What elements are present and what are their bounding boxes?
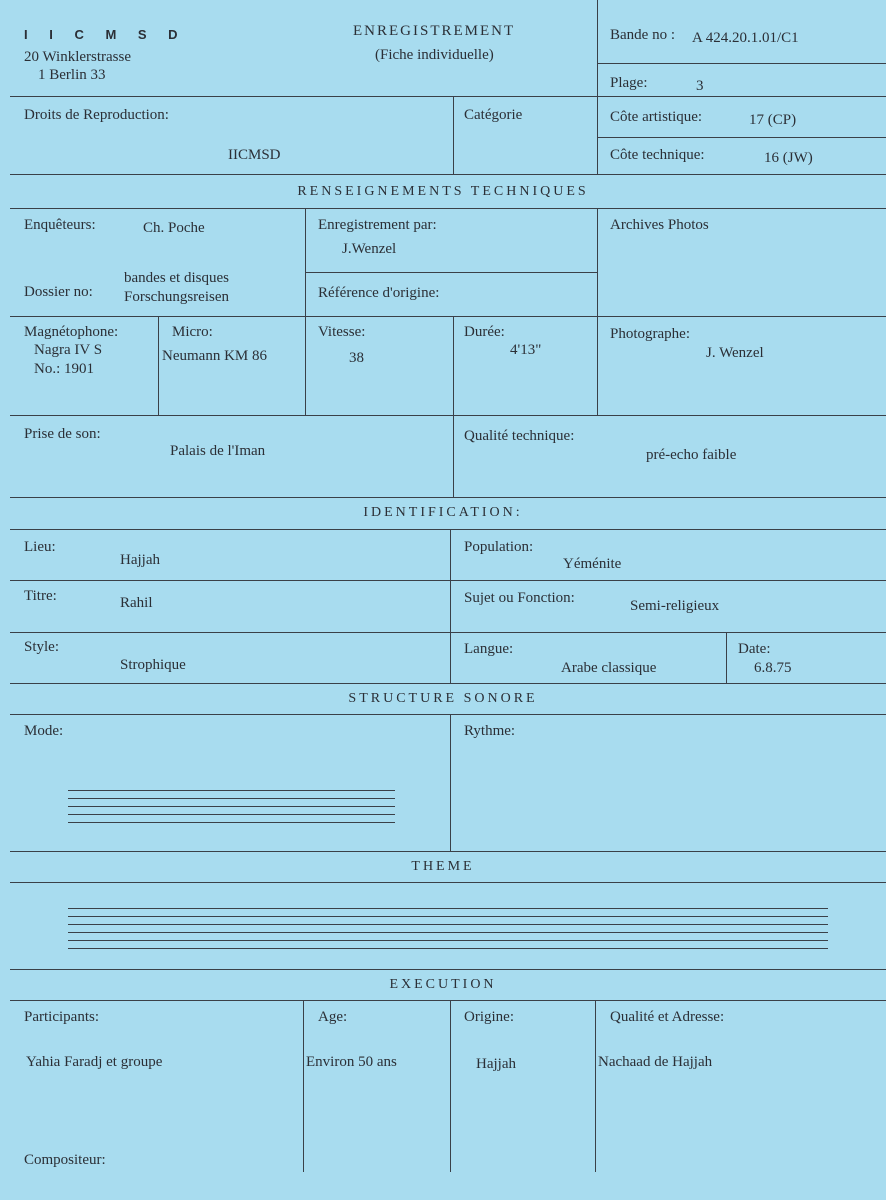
photographe-value: J. Wenzel (706, 345, 764, 361)
titre-label: Titre: (24, 588, 57, 604)
lieu-bottom (10, 580, 886, 581)
population-value: Yéménite (563, 556, 622, 572)
mode-label: Mode: (24, 723, 64, 739)
magnetophone-no: No.: 1901 (34, 361, 94, 377)
section-title-structure: STRUCTURE SONORE (348, 691, 538, 706)
enqueteurs-label: Enquêteurs: (24, 217, 96, 233)
ident-center-divider (450, 529, 451, 683)
titre-value: Rahil (120, 595, 153, 611)
categorie-divider (453, 97, 454, 174)
mode-staff-line (68, 798, 395, 799)
theme-bottom-rule (10, 969, 886, 970)
date-value: 6.8.75 (754, 660, 792, 676)
archives-label: Archives Photos (610, 217, 709, 233)
droits-value: IICMSD (228, 147, 281, 163)
enregistrement-label: Enregistrement par: (318, 217, 437, 233)
lieu-label: Lieu: (24, 539, 56, 555)
langue-value: Arabe classique (561, 660, 657, 676)
mode-staff-line (68, 790, 395, 791)
theme-staff-line (68, 940, 828, 941)
photographe-label: Photographe: (610, 326, 690, 342)
institute-logo: I I C M S D (24, 27, 187, 42)
lieu-value: Hajjah (120, 552, 160, 568)
form-subtitle: (Fiche individuelle) (375, 47, 494, 63)
langue-label: Langue: (464, 641, 514, 657)
tech-row2-bottom (10, 415, 886, 416)
duree-label: Durée: (464, 324, 505, 340)
plage-label: Plage: (610, 75, 648, 91)
vitesse-divider (305, 316, 306, 415)
prise-label: Prise de son: (24, 426, 101, 442)
date-divider (726, 632, 727, 683)
micro-divider (158, 316, 159, 415)
dossier-label: Dossier no: (24, 284, 93, 300)
origine-label: Origine: (464, 1009, 514, 1025)
archives-divider (597, 208, 598, 316)
tech-title-rule (10, 208, 886, 209)
mode-staff-line (68, 814, 395, 815)
structure-title-rule (10, 714, 886, 715)
qualite-adresse-label: Qualité et Adresse: (610, 1009, 725, 1025)
bande-value: A 424.20.1.01/C1 (692, 30, 799, 46)
tech-bottom-rule (10, 497, 886, 498)
dossier-value-1: bandes et disques (124, 270, 229, 286)
rights-bottom-rule (10, 174, 886, 175)
origine-value: Hajjah (476, 1056, 516, 1072)
theme-title-rule (10, 882, 886, 883)
structure-bottom-rule (10, 851, 886, 852)
section-title-identification: IDENTIFICATION: (363, 505, 523, 520)
ident-bottom-rule (10, 683, 886, 684)
micro-value: Neumann KM 86 (162, 348, 267, 364)
age-label: Age: (318, 1009, 348, 1025)
cote-technique-label: Côte technique: (610, 147, 705, 163)
titre-bottom (10, 632, 886, 633)
ident-title-rule (10, 529, 886, 530)
header-bottom-rule (10, 96, 886, 97)
bande-label: Bande no : (610, 27, 675, 43)
theme-staff-line (68, 932, 828, 933)
theme-staff-line (68, 948, 828, 949)
plage-value: 3 (696, 78, 704, 94)
age-value: Environ 50 ans (306, 1054, 397, 1070)
enqueteurs-divider (305, 208, 306, 316)
theme-staff-line (68, 908, 828, 909)
micro-label: Micro: (172, 324, 213, 340)
rythme-label: Rythme: (464, 723, 516, 739)
cote-technique-value: 16 (JW) (764, 150, 813, 166)
duree-value: 4'13" (510, 342, 542, 358)
section-title-technical: RENSEIGNEMENTS TECHNIQUES (297, 184, 589, 199)
form-title: ENREGISTREMENT (353, 23, 516, 39)
magnetophone-value: Nagra IV S (34, 342, 103, 358)
prise-value: Palais de l'Iman (170, 443, 266, 459)
theme-staff-line (68, 924, 828, 925)
vitesse-value: 38 (349, 350, 364, 366)
tech-row1-bottom (10, 316, 886, 317)
vitesse-label: Vitesse: (318, 324, 366, 340)
sujet-value: Semi-religieux (630, 598, 720, 614)
section-title-execution: EXECUTION (389, 977, 497, 992)
categorie-label: Catégorie (464, 107, 523, 123)
style-label: Style: (24, 639, 60, 655)
adresse-divider (595, 1000, 596, 1172)
mode-staff-line (68, 806, 395, 807)
sujet-label: Sujet ou Fonction: (464, 590, 575, 606)
date-label: Date: (738, 641, 771, 657)
reference-label: Référence d'origine: (318, 285, 440, 301)
population-label: Population: (464, 539, 534, 555)
qualite-divider (453, 415, 454, 497)
age-divider (303, 1000, 304, 1172)
enqueteurs-value: Ch. Poche (143, 220, 205, 236)
droits-label: Droits de Reproduction: (24, 107, 169, 123)
reference-divider (305, 272, 597, 273)
section-title-theme: THEME (411, 859, 475, 874)
compositeur-label: Compositeur: (24, 1152, 106, 1168)
duree-divider (453, 316, 454, 415)
origine-divider (450, 1000, 451, 1172)
execution-title-rule (10, 1000, 886, 1001)
plage-divider (597, 63, 886, 64)
dossier-value-2: Forschungsreisen (124, 289, 229, 305)
style-value: Strophique (120, 657, 186, 673)
qualite-adresse-value: Nachaad de Hajjah (598, 1054, 713, 1070)
cote-artistique-value: 17 (CP) (749, 112, 797, 128)
enregistrement-value: J.Wenzel (342, 241, 397, 257)
theme-staff-line (68, 916, 828, 917)
participants-value: Yahia Faradj et groupe (26, 1054, 163, 1070)
address-line-1: 20 Winklerstrasse (24, 49, 132, 65)
mode-staff-line (68, 822, 395, 823)
cote-artistique-label: Côte artistique: (610, 109, 703, 125)
qualite-technique-value: pré-echo faible (646, 447, 737, 463)
header-divider-right (597, 0, 598, 174)
magnetophone-label: Magnétophone: (24, 324, 119, 340)
address-line-2: 1 Berlin 33 (38, 67, 106, 83)
cote-divider (597, 137, 886, 138)
qualite-technique-label: Qualité technique: (464, 428, 575, 444)
photographe-divider (597, 316, 598, 415)
participants-label: Participants: (24, 1009, 99, 1025)
rythme-divider (450, 714, 451, 851)
